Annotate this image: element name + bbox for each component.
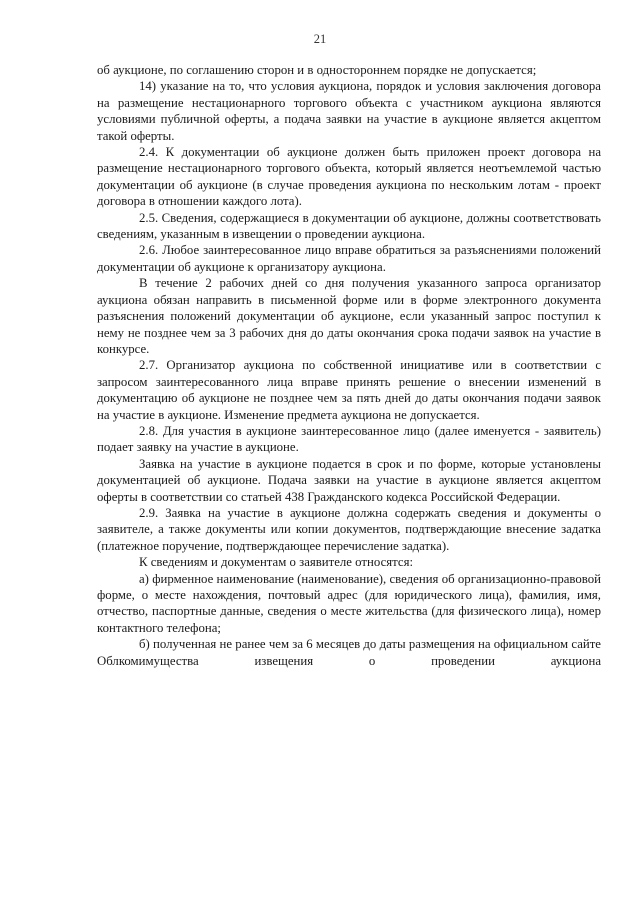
paragraph-2-5: 2.5. Сведения, содержащиеся в документации об аукционе, должны соответствовать сведениям, указанным в извещении о проведении аукциона. (97, 210, 601, 242)
paragraph-2-6: 2.6. Любое заинтересованное лицо вправе обратиться за разъяснениями положений документации об аукционе к организатору аукциона. (97, 243, 601, 274)
paragraph-item-b: б) полученная не ранее чем за 6 месяцев до даты размещения на официальном сайте Облкомимущества извещения о проведении аукциона (97, 637, 601, 668)
paragraph-item-a: а) фирменное наименование (наименование), сведения об организационно-правовой форме, о месте нахождения, почтовый адрес (для юридического лица), фамилия, имя, отчество, паспортные данные, сведения о месте жительства (для физического лица), номер контактного телефона; (97, 571, 601, 635)
paragraph-applicant-documents: К сведениям и документам о заявителе относятся: (139, 555, 414, 570)
paragraph-2-8-application: Заявка на участие в аукционе подается в срок и по форме, которые установлены документацией об аукционе. Подача заявки на участие в аукционе является акцептом оферты в соответствии со статьей 438 Гражданского кодекса Российской Федерации. (97, 456, 601, 504)
paragraph-2-6-clarification: В течение 2 рабочих дней со дня получения указанного запроса организатор аукциона обязан направить в письменной форме или в форме электронного документа разъяснения положений документации об аукционе, если указанный запрос поступил к нему не позднее чем за 3 рабочих дня до даты окончания срока подачи заявок на участие в конкурсе. (97, 276, 601, 356)
paragraph-2-7: 2.7. Организатор аукциона по собственной инициативе или в соответствии с запросом заинтересованного лица вправе принять решение о внесении изменений в документацию об аукционе не позднее чем за пять дней до даты окончания подачи заявок на участие в аукционе. Изменение предмета аукциона не допускается. (97, 358, 601, 422)
paragraph-item-14: 14) указание на то, что условия аукциона, порядок и условия заключения договора на размещение нестационарного торгового объекта с участником аукциона являются условиями публичной оферты, а подача заявки на участие в аукционе является акцептом такой оферты. (97, 79, 601, 143)
paragraph-2-9: 2.9. Заявка на участие в аукционе должна содержать сведения и документы о заявителе, а также документы или копии документов, подтверждающие внесение задатка (платежное поручение, подтверждающее перечисление задатка). (97, 505, 601, 553)
paragraph-2-8: 2.8. Для участия в аукционе заинтересованное лицо (далее именуется - заявитель) подает заявку на участие в аукционе. (97, 423, 601, 455)
paragraph-continuation: об аукционе, по соглашению сторон и в одностороннем порядке не допускается; (97, 63, 537, 77)
paragraph-2-4: 2.4. К документации об аукционе должен быть приложен проект договора на размещение нестационарного торгового объекта, который является неотъемлемой частью документации об аукционе (в случае проведения аукциона по нескольким лотам - проект договора в отношении каждого лота). (97, 145, 601, 209)
page-number: 21 (313, 32, 327, 46)
document-body (97, 62, 601, 669)
